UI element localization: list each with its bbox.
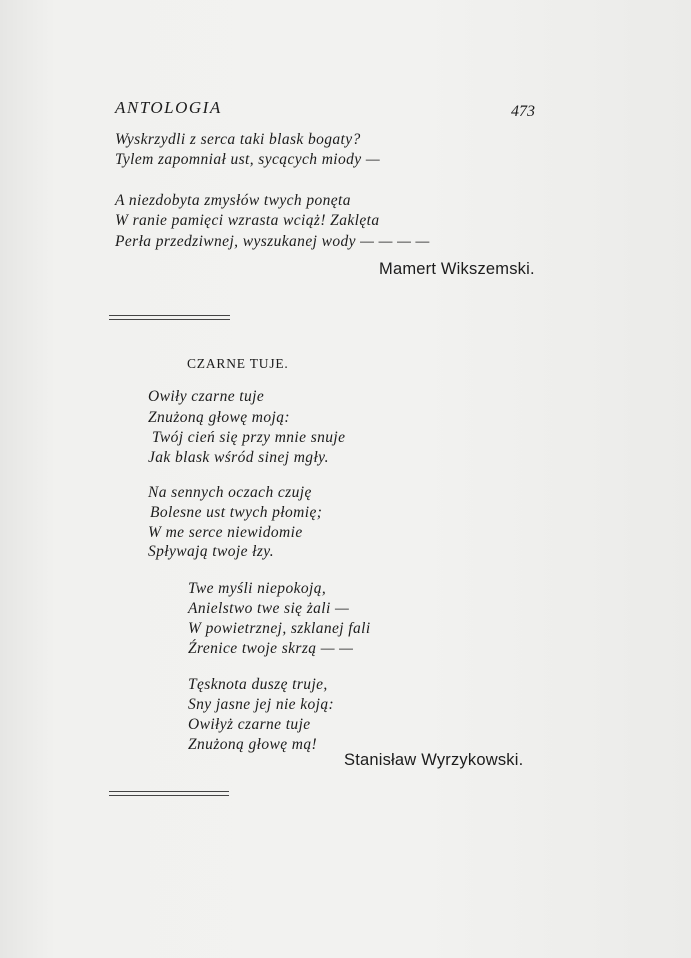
poem-line: Twój cień się przy mnie snuje [152,429,346,446]
poem-line: Sny jasne jej nie koją: [188,696,335,713]
poem-line: Perła przedziwnej, wyszukanej wody — — — — [115,233,430,250]
poem-line: Bolesne ust twych płomię; [150,504,323,521]
poem-line: Anielstwo twe się żali — [188,600,350,617]
poem-line: Tylem zapomniał ust, sycących miody — [115,151,381,168]
page-number: 473 [511,103,535,120]
poem-line: Znużoną głowę moją: [148,409,290,426]
poem-line: Owiły czarne tuje [148,388,265,405]
poem-author: Mamert Wikszemski. [379,260,535,278]
poem-line: Twe myśli niepokoją, [188,580,327,597]
poem-line: Owiłyż czarne tuje [188,716,311,733]
poem-line: W powietrznej, szklanej fali [188,620,371,637]
section-divider [109,315,230,316]
poem-line: Źrenice twoje skrzą — — [188,640,354,657]
section-divider [109,791,229,792]
poem-line: Jak blask wśród sinej mgły. [148,449,329,466]
section-divider [109,795,229,796]
poem-line: A niezdobyta zmysłów twych ponęta [115,192,351,209]
poem-line: W ranie pamięci wzrasta wciąż! Zaklęta [115,212,380,229]
poem-line: W me serce niewidomie [148,524,303,541]
running-header: ANTOLOGIA [115,98,222,117]
poem-line: Spływają twoje łzy. [148,543,274,560]
poem-line: Znużoną głowę mą! [188,736,318,753]
poem-title: CZARNE TUJE. [187,356,289,371]
poem-line: Na sennych oczach czuję [148,484,312,501]
section-divider [109,319,230,320]
poem-line: Tęsknota duszę truje, [188,676,328,693]
poem-line: Wyskrzydli z serca taki blask bogaty? [115,131,361,148]
poem-author: Stanisław Wyrzykowski. [344,751,524,769]
